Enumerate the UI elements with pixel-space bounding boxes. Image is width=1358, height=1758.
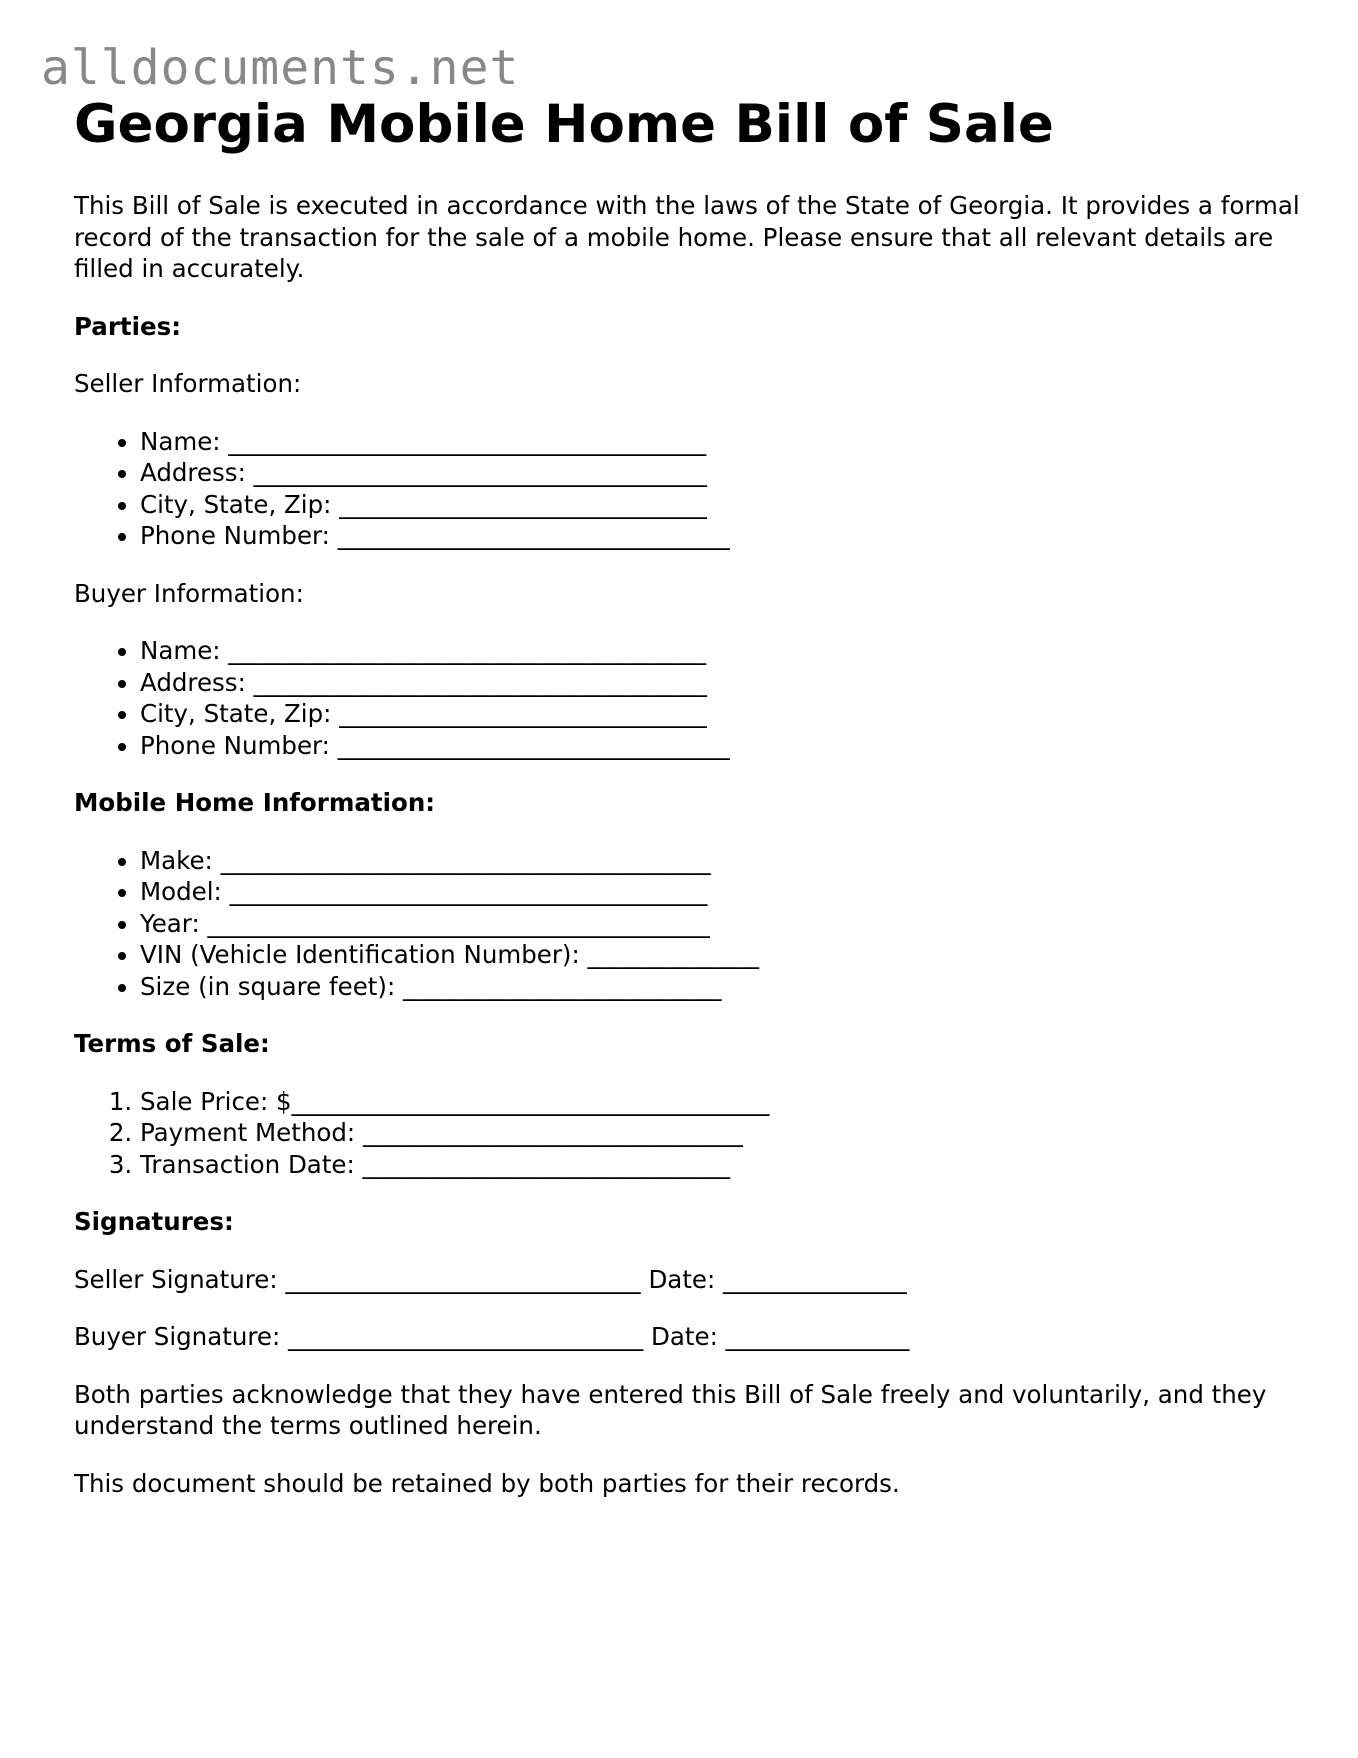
acknowledgment-paragraph: Both parties acknowledge that they have entered this Bill of Sale freely and voluntarily, and they understand the terms outlined herein. xyxy=(74,1379,1267,1440)
terms-heading: Terms of Sale: xyxy=(74,1029,270,1058)
transaction-date-field[interactable]: 3. Transaction Date: ______________________________ xyxy=(140,1149,1304,1181)
seller-city-state-zip-field[interactable]: • City, State, Zip: ______________________________ xyxy=(140,489,1304,521)
buyer-info-list xyxy=(74,635,1304,761)
mobile-home-list xyxy=(74,845,1304,1003)
buyer-name-field[interactable]: • Name: _______________________________________ xyxy=(140,635,1304,667)
buyer-signature-line[interactable]: Buyer Signature: _____________________________ Date: _______________ xyxy=(74,1322,910,1351)
retention-paragraph: This document should be retained by both parties for their records. xyxy=(74,1468,900,1498)
buyer-city-state-zip-field[interactable]: • City, State, Zip: ______________________________ xyxy=(140,698,1304,730)
payment-method-field[interactable]: 2. Payment Method: _______________________________ xyxy=(140,1117,1304,1149)
document xyxy=(74,94,1304,1499)
seller-info-heading: Seller Information: xyxy=(74,369,302,398)
document-title: Georgia Mobile Home Bill of Sale xyxy=(74,94,1054,155)
seller-phone-field[interactable]: • Phone Number: ________________________________ xyxy=(140,520,1304,552)
parties-heading: Parties: xyxy=(74,311,182,341)
year-field[interactable]: • Year: _________________________________________ xyxy=(140,908,1304,940)
seller-signature-line[interactable]: Seller Signature: _____________________________ Date: _______________ xyxy=(74,1264,907,1294)
mobile-home-heading: Mobile Home Information: xyxy=(74,788,436,817)
signatures-heading: Signatures: xyxy=(74,1207,234,1236)
model-field[interactable]: • Model: _______________________________________ xyxy=(140,876,1304,908)
seller-address-field[interactable]: • Address: _____________________________________ xyxy=(140,457,1304,489)
make-field[interactable]: • Make: ________________________________________ xyxy=(140,845,1304,877)
buyer-phone-field[interactable]: • Phone Number: ________________________________ xyxy=(140,730,1304,762)
seller-info-list xyxy=(74,426,1304,552)
vin-field[interactable]: • VIN (Vehicle Identification Number): ______________ xyxy=(140,939,1304,971)
watermark: alldocuments.net xyxy=(41,40,520,96)
intro-paragraph: This Bill of Sale is executed in accordance with the laws of the State of Georgia. It provides a formal record of the transaction for the sale of a mobile home. Please ensure that all relevant details are filled in accurately. xyxy=(74,191,1300,283)
terms-list xyxy=(74,1086,1304,1181)
buyer-info-heading: Buyer Information: xyxy=(74,578,304,608)
buyer-address-field[interactable]: • Address: _____________________________________ xyxy=(140,667,1304,699)
seller-name-field[interactable]: • Name: _______________________________________ xyxy=(140,426,1304,458)
size-field[interactable]: • Size (in square feet): __________________________ xyxy=(140,971,1304,1003)
sale-price-field[interactable]: 1. Sale Price: $_______________________________________ xyxy=(140,1086,1304,1118)
